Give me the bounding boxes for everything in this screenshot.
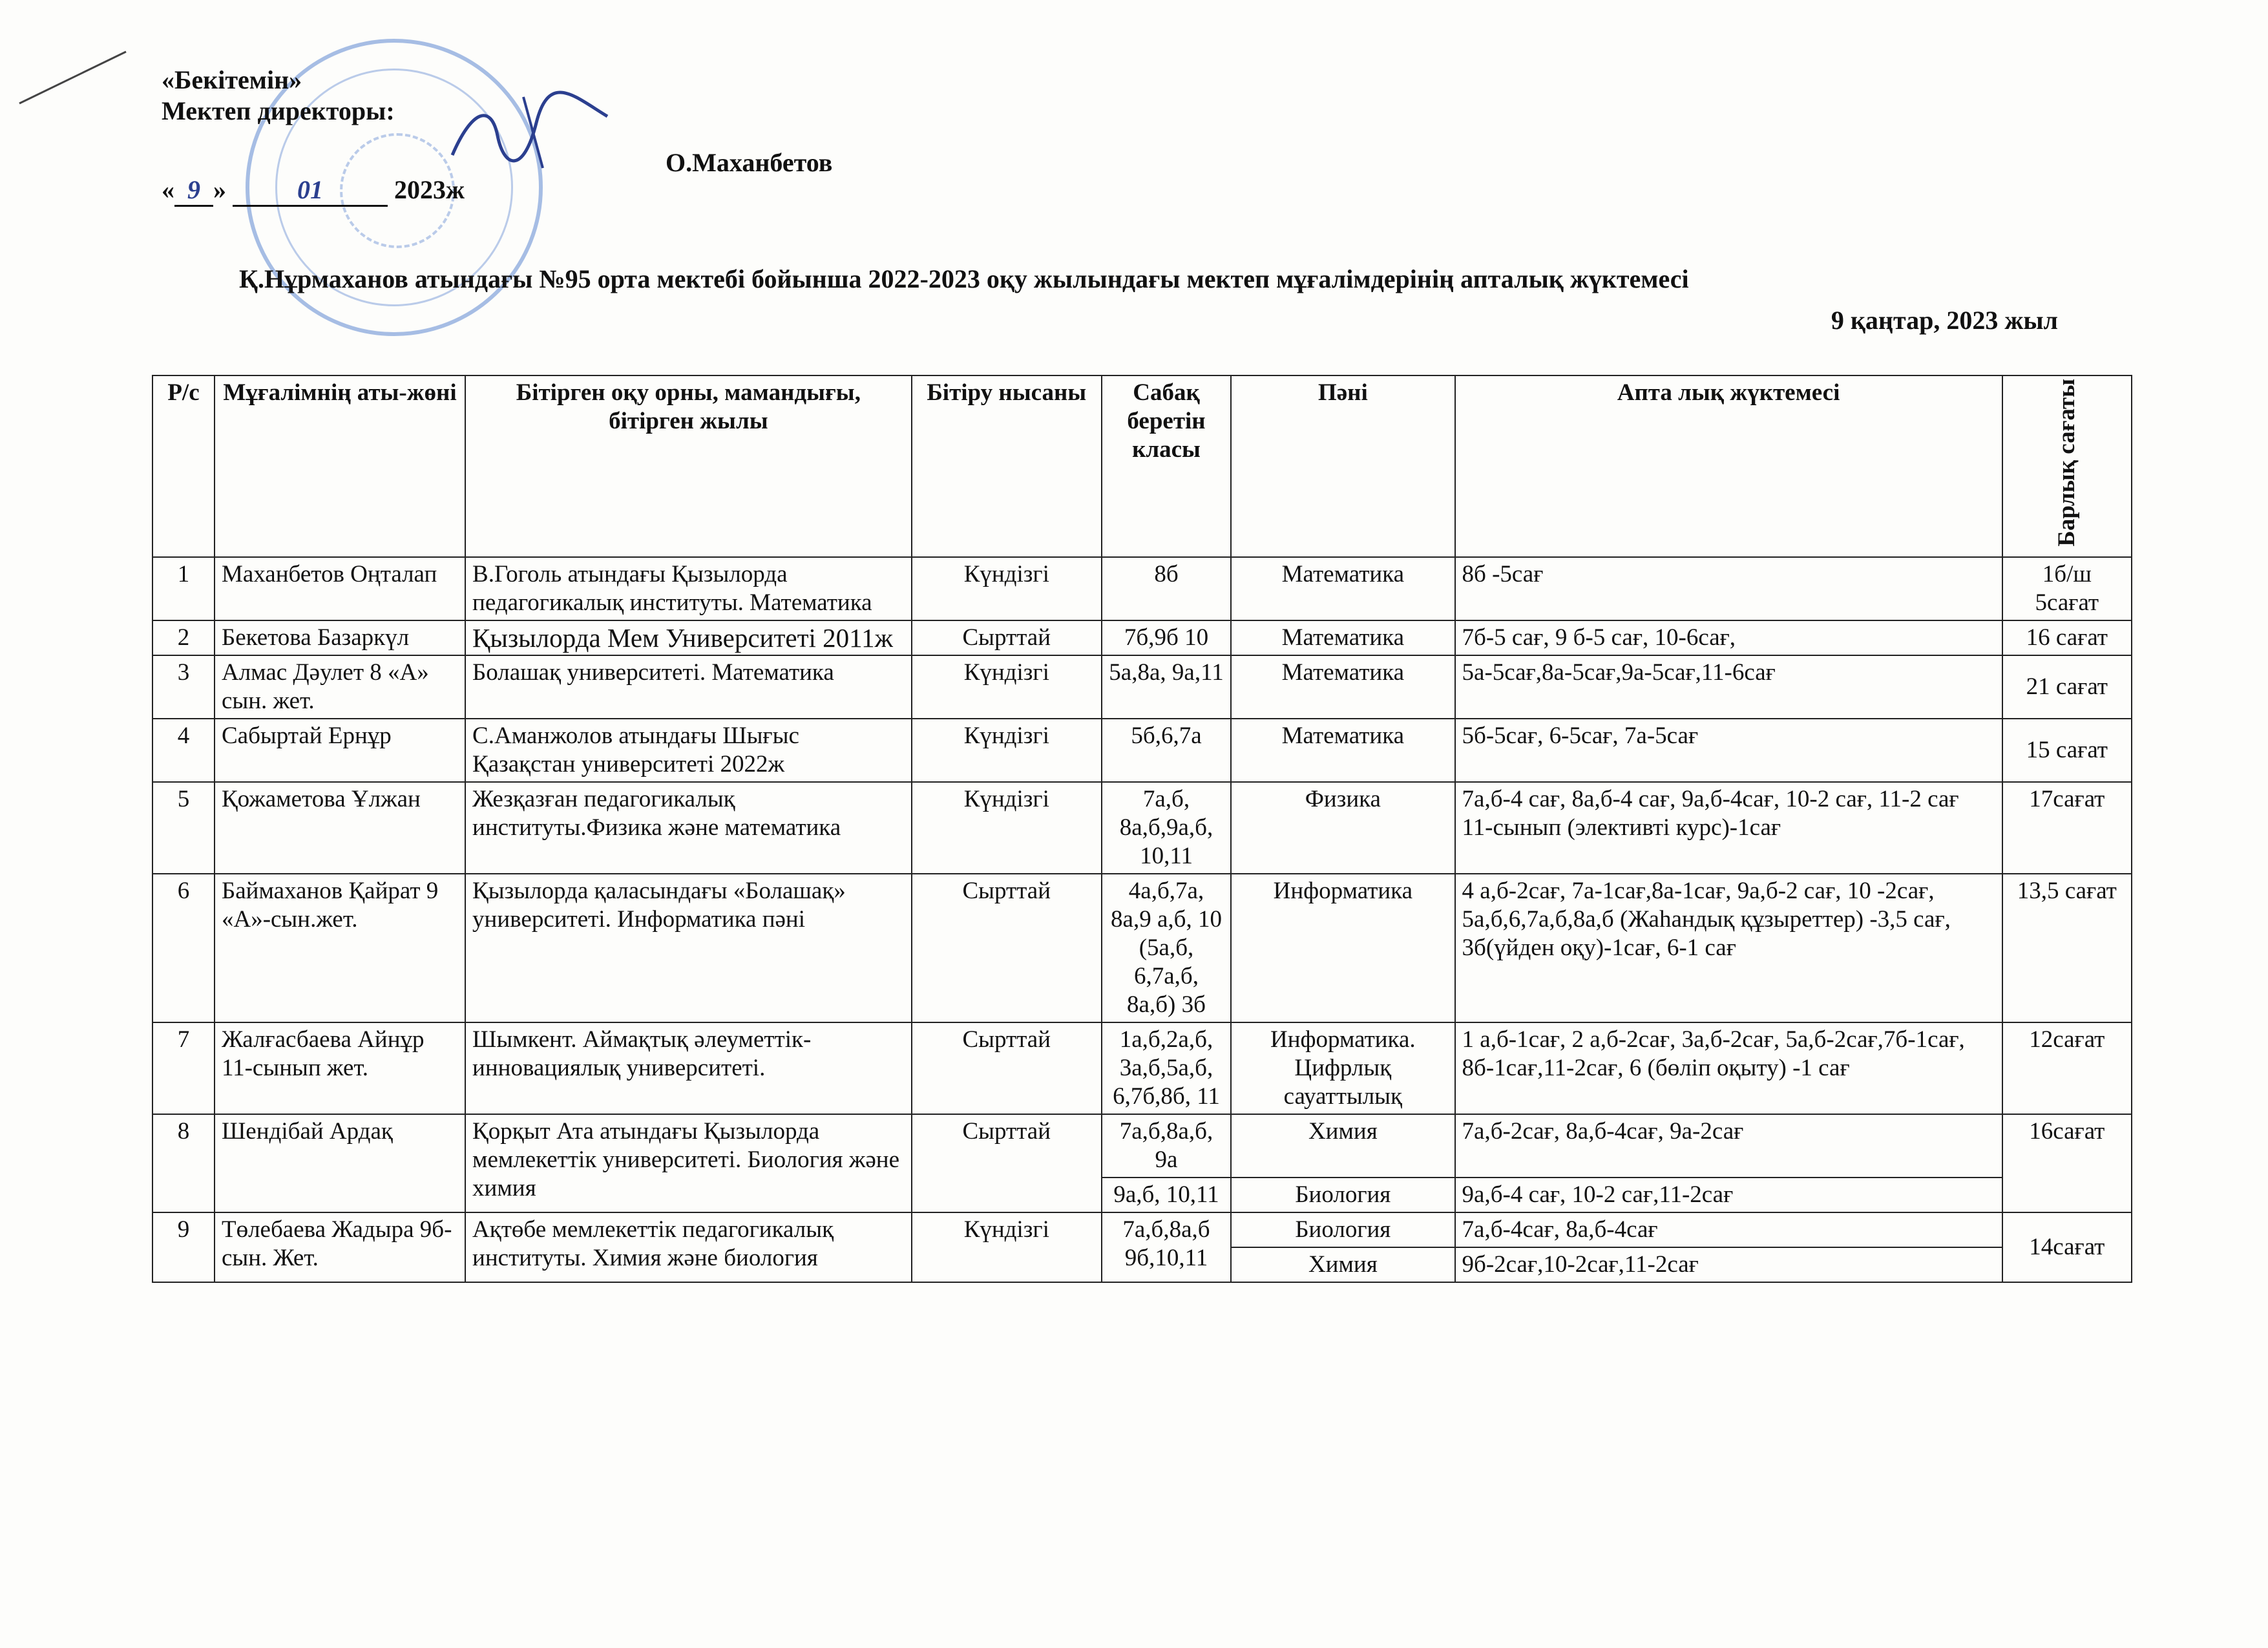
cell-no: 6 [152,874,215,1022]
cell-load: 1 а,б-1сағ, 2 а,б-2сағ, 3а,б-2сағ, 5а,б-2сағ,7б-1сағ, 8б-1сағ,11-2сағ, 6 (бөліп оқыту) -1 сағ [1455,1022,2002,1114]
document-date: 9 қаңтар, 2023 жыл [1831,306,2058,335]
cell-total: 12сағат [2002,1022,2132,1114]
cell-education: Ақтөбе мемлекеттік педагогикалық институты. Химия және биология [465,1212,912,1282]
cell-education: Қорқыт Ата атындағы Қызылорда мемлекеттік университеті. Биология және химия [465,1114,912,1212]
date-day: 9 [174,174,213,207]
cell-class: 4а,б,7а, 8а,9 а,б, 10 (5а,б, 6,7а,б, 8а,б) 3б [1102,874,1231,1022]
pen-mark [16,45,132,110]
cell-form: Күндізгі [912,782,1102,874]
cell-total: 21 сағат [2002,655,2132,719]
table-row [152,1022,2132,1114]
approval-line-2: Мектеп директоры: [162,96,395,125]
table-row [152,557,2132,620]
header-form: Бітіру нысаны [912,375,1102,557]
cell-class: 8б [1102,557,1231,620]
cell-subject: Информатика [1231,874,1454,1022]
header-education: Бітірген оқу орны, мамандығы, бітірген жылы [465,375,912,557]
cell-no: 7 [152,1022,215,1114]
date-year: 2023ж [394,175,465,204]
cell-class: 7а,б,8а,б 9б,10,11 [1102,1212,1231,1282]
cell-form: Сырттай [912,1114,1102,1212]
cell-total: 17сағат [2002,782,2132,874]
cell-form: Күндізгі [912,1212,1102,1282]
header-subject: Пәні [1231,375,1454,557]
date-month: 01 [233,174,388,207]
director-signature [446,84,614,181]
date-quote-close: » [213,175,226,204]
cell-load: 5б-5сағ, 6-5сағ, 7а-5сағ [1455,719,2002,782]
table-header-row [152,375,2132,557]
header-name: Мұғалімнің аты-жөні [215,375,465,557]
cell-name: Бекетова Базаркүл [215,620,465,655]
cell-total: 16 сағат [2002,620,2132,655]
cell-name: Баймаханов Қайрат 9 «А»-сын.жет. [215,874,465,1022]
cell-subject: Химия [1231,1247,1454,1282]
cell-load: 7а,б-4 сағ, 8а,б-4 сағ, 9а,б-4сағ, 10-2 сағ, 11-2 сағ 11-сынып (элективті курс)-1сағ [1455,782,2002,874]
cell-no: 1 [152,557,215,620]
approval-date [162,174,465,207]
cell-name: Шендібай Ардақ [215,1114,465,1212]
table-row [152,782,2132,874]
table-row [152,874,2132,1022]
teacher-load-table [152,375,2132,1283]
cell-subject: Биология [1231,1212,1454,1247]
cell-subject: Физика [1231,782,1454,874]
cell-class: 9а,б, 10,11 [1102,1178,1231,1212]
cell-no: 3 [152,655,215,719]
cell-subject: Математика [1231,557,1454,620]
cell-load: 9б-2сағ,10-2сағ,11-2сағ [1455,1247,2002,1282]
cell-form: Сырттай [912,874,1102,1022]
cell-subject: Информатика. Цифрлық сауаттылық [1231,1022,1454,1114]
cell-load: 7а,б-4сағ, 8а,б-4сағ [1455,1212,2002,1247]
cell-name: Жалғасбаева Айнұр 11-сынып жет. [215,1022,465,1114]
cell-education: Шымкент. Аймақтық әлеуметтік-инновациялық университеті. [465,1022,912,1114]
cell-total: 13,5 сағат [2002,874,2132,1022]
cell-load: 5а-5сағ,8а-5сағ,9а-5сағ,11-6сағ [1455,655,2002,719]
cell-education: В.Гоголь атындағы Қызылорда педагогикалық институты. Математика [465,557,912,620]
cell-form: Күндізгі [912,557,1102,620]
table-row [152,620,2132,655]
header-weekly-load: Апта лық жүктемесі [1455,375,2002,557]
director-name: О.Маханбетов [666,148,833,177]
cell-class: 7б,9б 10 [1102,620,1231,655]
cell-subject: Математика [1231,655,1454,719]
cell-subject: Химия [1231,1114,1454,1178]
cell-education: С.Аманжолов атындағы Шығыс Қазақстан университеті 2022ж [465,719,912,782]
cell-education: Қызылорда Мем Университеті 2011ж [465,620,912,655]
cell-class: 1а,б,2а,б, 3а,б,5а,б, 6,7б,8б, 11 [1102,1022,1231,1114]
table-row [152,719,2132,782]
cell-form: Сырттай [912,620,1102,655]
cell-form: Күндізгі [912,655,1102,719]
cell-name: Қожаметова Ұлжан [215,782,465,874]
table-row [152,1114,2132,1178]
cell-education: Жезқазған педагогикалық институты.Физика және математика [465,782,912,874]
cell-education: Қызылорда қаласындағы «Болашақ» университеті. Информатика пәні [465,874,912,1022]
cell-total: 15 сағат [2002,719,2132,782]
date-quote-open: « [162,175,174,204]
cell-form: Сырттай [912,1022,1102,1114]
header-class: Сабақ беретін класы [1102,375,1231,557]
table-row [152,655,2132,719]
cell-subject: Математика [1231,719,1454,782]
cell-load: 8б -5сағ [1455,557,2002,620]
cell-subject: Математика [1231,620,1454,655]
approval-line-1: «Бекітемін» [162,65,302,94]
cell-class: 5б,6,7а [1102,719,1231,782]
table-row [152,1212,2132,1247]
cell-class: 5а,8а, 9а,11 [1102,655,1231,719]
cell-no: 8 [152,1114,215,1212]
cell-subject: Биология [1231,1178,1454,1212]
cell-load: 9а,б-4 сағ, 10-2 сағ,11-2сағ [1455,1178,2002,1212]
cell-class: 7а,б, 8а,б,9а,б, 10,11 [1102,782,1231,874]
cell-name: Маханбетов Оңталап [215,557,465,620]
cell-total: 14сағат [2002,1212,2132,1282]
cell-no: 5 [152,782,215,874]
cell-load: 4 а,б-2сағ, 7а-1сағ,8а-1сағ, 9а,б-2 сағ, 10 -2сағ, 5а,б,6,7а,б,8а,б (Жаһандық құзыреттер) -3,5 сағ, 3б(үйден оқу)-1сағ, 6-1 сағ [1455,874,2002,1022]
cell-load: 7а,б-2сағ, 8а,б-4сағ, 9а-2сағ [1455,1114,2002,1178]
header-no: Р/с [152,375,215,557]
cell-load: 7б-5 сағ, 9 б-5 сағ, 10-6сағ, [1455,620,2002,655]
cell-no: 4 [152,719,215,782]
header-total [2002,375,2132,557]
cell-name: Алмас Дәулет 8 «А» сын. жет. [215,655,465,719]
cell-total: 16сағат [2002,1114,2132,1212]
cell-form: Күндізгі [912,719,1102,782]
cell-total: 1б/ш 5сағат [2002,557,2132,620]
cell-no: 9 [152,1212,215,1282]
cell-education: Болашақ университеті. Математика [465,655,912,719]
cell-name: Төлебаева Жадыра 9б-сын. Жет. [215,1212,465,1282]
document-title: Қ.Нұрмаханов атындағы №95 орта мектебі бойынша 2022-2023 оқу жылындағы мектеп мұғалімдерінің апталық жүктемесі [239,264,1689,293]
cell-class: 7а,б,8а,б, 9а [1102,1114,1231,1178]
cell-no: 2 [152,620,215,655]
header-total-label: Барлық сағаты [2053,379,2080,547]
approval-block [162,65,395,127]
cell-name: Сабыртай Ернұр [215,719,465,782]
